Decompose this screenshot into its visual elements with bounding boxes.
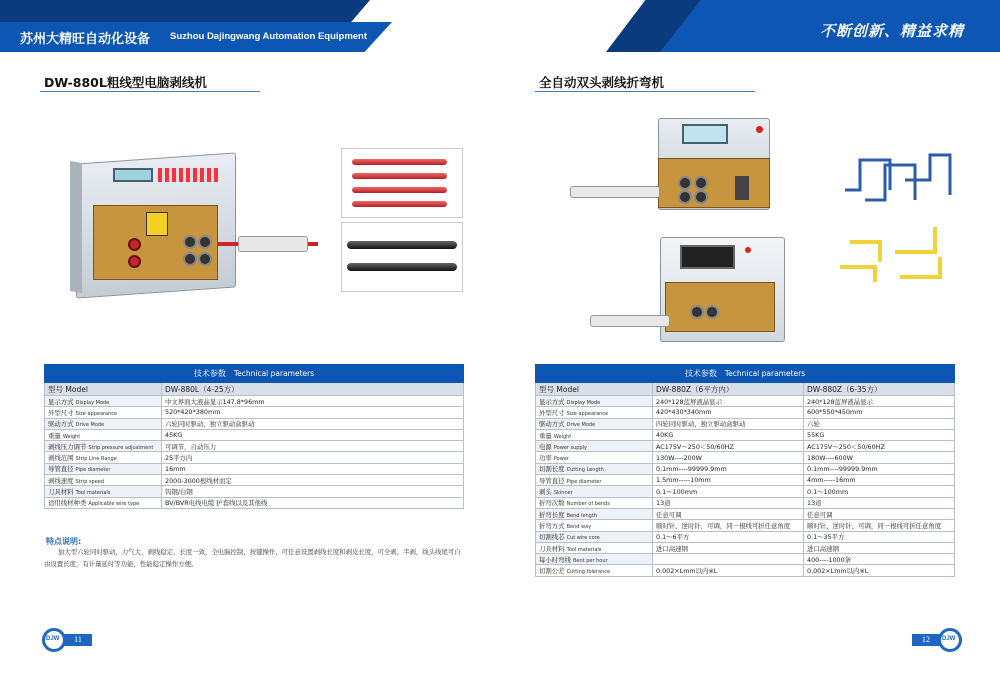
spec-value-2: 4mm-----16mm: [804, 475, 955, 486]
spec-label: 重量 Weight: [45, 429, 162, 440]
spec-value-2: 0.002×Lmm以内※L: [804, 565, 955, 576]
spec-value: 2000-3000根线材而定: [162, 475, 464, 486]
model-value-2: DW-880Z（6-35方）: [804, 383, 955, 396]
spec-value-1: [653, 554, 804, 565]
right-title-underline: [535, 91, 755, 92]
spec-value-1: 顺时针、逆时针，可调，同一根线可折任意角度: [653, 520, 804, 531]
machine-screen: [113, 168, 153, 182]
guide-rollers: [570, 186, 660, 198]
spec-label: 切割长度 Cutting Length: [536, 463, 653, 474]
spec-label: 驱动方式 Drive Mode: [45, 418, 162, 429]
spec-value-1: 0.1～100mm: [653, 486, 804, 497]
machine-side: [70, 161, 82, 293]
red-wire: [352, 201, 447, 207]
spec-label: 导管直径 Pipe diameter: [536, 475, 653, 486]
spec-value: 25平方内: [162, 452, 464, 463]
spec-value-1: 0.1mm----99999.9mm: [653, 463, 804, 474]
spec-value-1: AC175V～250＜50/60HZ: [653, 441, 804, 452]
spec-value: 中文界面大液晶显示147.8*96mm: [162, 396, 464, 407]
spec-value-2: 进口高速钢: [804, 542, 955, 553]
model-value: DW-880L（4-25方）: [162, 383, 464, 396]
spec-value: BV/BVR电线电缆 护套线以及其他线: [162, 497, 464, 508]
spec-label: 切割线芯 Cut wire core: [536, 531, 653, 542]
machine-screen: [680, 245, 735, 269]
model-label: 型号 Model: [45, 383, 162, 396]
spec-value: 六轮同时驱动，独立驱动盒驱动: [162, 418, 464, 429]
yellow-bent-wire-photo: [835, 222, 960, 302]
spec-label: 剥线速度 Strip speed: [45, 475, 162, 486]
blade-guard: [146, 212, 168, 236]
roller: [678, 190, 692, 204]
spec-value-1: 40KG: [653, 429, 804, 440]
roller: [694, 176, 708, 190]
spec-value-1: 13道: [653, 497, 804, 508]
spec-label: 每小时弯线 Bent per hour: [536, 554, 653, 565]
red-wire: [352, 187, 447, 193]
features-text: 加大型六轮同时驱动，力气大，剥线稳定，长度一致，全电脑控制，按键操作，可任意设置剥线长度和剥皮长度，可全剥，半剥，线头线尾可自由设置长度，有计量延时等功能，性能稳定操作方便。: [44, 548, 461, 568]
guide-rollers: [238, 236, 308, 252]
spec-label: 刀具材料 Tool materials: [536, 542, 653, 553]
logo-text: DJW: [942, 636, 956, 642]
left-product-title: DW-880L粗线型电脑剥线机: [44, 75, 207, 90]
spec-value-2: 400----1000条: [804, 554, 955, 565]
blade-unit: [735, 176, 749, 200]
spec-value-2: 55KG: [804, 429, 955, 440]
spec-value-2: 0.1～35平方: [804, 531, 955, 542]
spec-value-2: 顺时针、逆时针，可调，同一根线可折任意角度: [804, 520, 955, 531]
spec-label: 电源 Power supply: [536, 441, 653, 452]
right-product-title: 全自动双头剥线折弯机: [539, 75, 665, 90]
roller: [678, 176, 692, 190]
red-wire: [352, 159, 447, 165]
blue-bent-wire-photo: [835, 140, 960, 220]
spec-label: 剥线压力调节 Strip pressure adjustment: [45, 441, 162, 452]
roller: [690, 305, 704, 319]
spec-label: 功率 Power: [536, 452, 653, 463]
roller-red: [128, 238, 141, 251]
spec-value-2: 180W----600W: [804, 452, 955, 463]
roller: [183, 252, 197, 266]
model-value-1: DW-880Z（6平方内）: [653, 383, 804, 396]
table-header: 技术参数 Technical parameters: [536, 365, 955, 383]
bending-machine-image-1: [570, 118, 780, 218]
spec-label: 刀具材料 Tool materials: [45, 486, 162, 497]
spec-value-2: 六轮: [804, 418, 955, 429]
machine-front-panel: [658, 158, 770, 208]
spec-label: 切割公差 Cutting tolerance: [536, 565, 653, 576]
stripping-machine-image: [68, 150, 328, 290]
spec-value-2: 600*550*450mm: [804, 407, 955, 418]
emergency-stop-icon: [745, 247, 751, 253]
spec-value-2: 0.1mm----99999.9mm: [804, 463, 955, 474]
left-title-underline: [40, 91, 260, 92]
spec-value-2: 240*128蓝屏液晶显示: [804, 396, 955, 407]
spec-label: 折弯长度 Bend length: [536, 508, 653, 519]
spec-value: 16mm: [162, 463, 464, 474]
spec-label: 导管直径 Pipe diameter: [45, 463, 162, 474]
spec-label: 驱动方式 Drive Mode: [536, 418, 653, 429]
table-header: 技术参数 Technical parameters: [45, 365, 464, 383]
spec-value-1: 0.002×Lmm以内※L: [653, 565, 804, 576]
keypad: [158, 168, 218, 182]
spec-label: 剥线范围 Strip Line Range: [45, 452, 162, 463]
roller: [198, 252, 212, 266]
spec-value-1: 130W----200W: [653, 452, 804, 463]
red-wire-sample-photo: [341, 148, 463, 218]
spec-label: 显示方式 Display Mode: [536, 396, 653, 407]
spec-value-1: 任意可调: [653, 508, 804, 519]
spec-value-1: 0.1～6平方: [653, 531, 804, 542]
spec-value-1: 1.5mm-----10mm: [653, 475, 804, 486]
roller-red: [128, 255, 141, 268]
yellow-bent-wire-drawing: [835, 222, 960, 302]
page-number-left: 11: [64, 634, 92, 646]
company-name-en: Suzhou Dajingwang Automation Equipment: [170, 31, 368, 42]
guide-rollers: [590, 315, 670, 327]
slogan: 不断创新、精益求精: [820, 22, 965, 40]
spec-value: 520*420*380mm: [162, 407, 464, 418]
spec-value-1: 420*430*340mm: [653, 407, 804, 418]
black-cable: [347, 263, 457, 271]
spec-label: 外型尺寸 Size appearance: [536, 407, 653, 418]
spec-label: 重量 Weight: [536, 429, 653, 440]
spec-value: 钨钢/白钢: [162, 486, 464, 497]
spec-label: 折弯方式 Bend way: [536, 520, 653, 531]
left-spec-table: [44, 364, 464, 509]
right-spec-table: [535, 364, 955, 577]
roller: [183, 235, 197, 249]
features-title: 特点说明:: [46, 537, 82, 546]
roller: [694, 190, 708, 204]
spec-value-1: 进口高速钢: [653, 542, 804, 553]
spec-value: 45KG: [162, 429, 464, 440]
spec-label: 显示方式 Display Mode: [45, 396, 162, 407]
spec-value-2: 任意可调: [804, 508, 955, 519]
logo-text: DJW: [46, 636, 60, 642]
spec-label: 适用线材种类 Applicable wire type: [45, 497, 162, 508]
black-cable: [347, 241, 457, 249]
spec-value: 可调节，自动压力: [162, 441, 464, 452]
roller: [198, 235, 212, 249]
machine-front-panel: [665, 282, 775, 332]
spec-value-1: 240*128蓝屏液晶显示: [653, 396, 804, 407]
spec-label: 折弯次数 Number of bends: [536, 497, 653, 508]
page-number-right: 12: [912, 634, 940, 646]
spec-label: 外型尺寸 Size appearance: [45, 407, 162, 418]
black-wire-sample-photo: [341, 222, 463, 292]
machine-screen: [682, 124, 728, 144]
spec-value-1: 四轮同时驱动，独立驱动盒驱动: [653, 418, 804, 429]
spec-label: 剥头 Skinner: [536, 486, 653, 497]
spec-value-2: AC175V～250＜50/60HZ: [804, 441, 955, 452]
company-name-cn: 苏州大精旺自动化设备: [20, 32, 151, 47]
blue-bent-wire-drawing: [835, 140, 960, 220]
emergency-stop-icon: [756, 126, 763, 133]
bending-machine-image-2: [590, 237, 790, 352]
spec-value-2: 13道: [804, 497, 955, 508]
model-label: 型号 Model: [536, 383, 653, 396]
spec-value-2: 0.1～100mm: [804, 486, 955, 497]
roller: [705, 305, 719, 319]
red-wire: [352, 173, 447, 179]
